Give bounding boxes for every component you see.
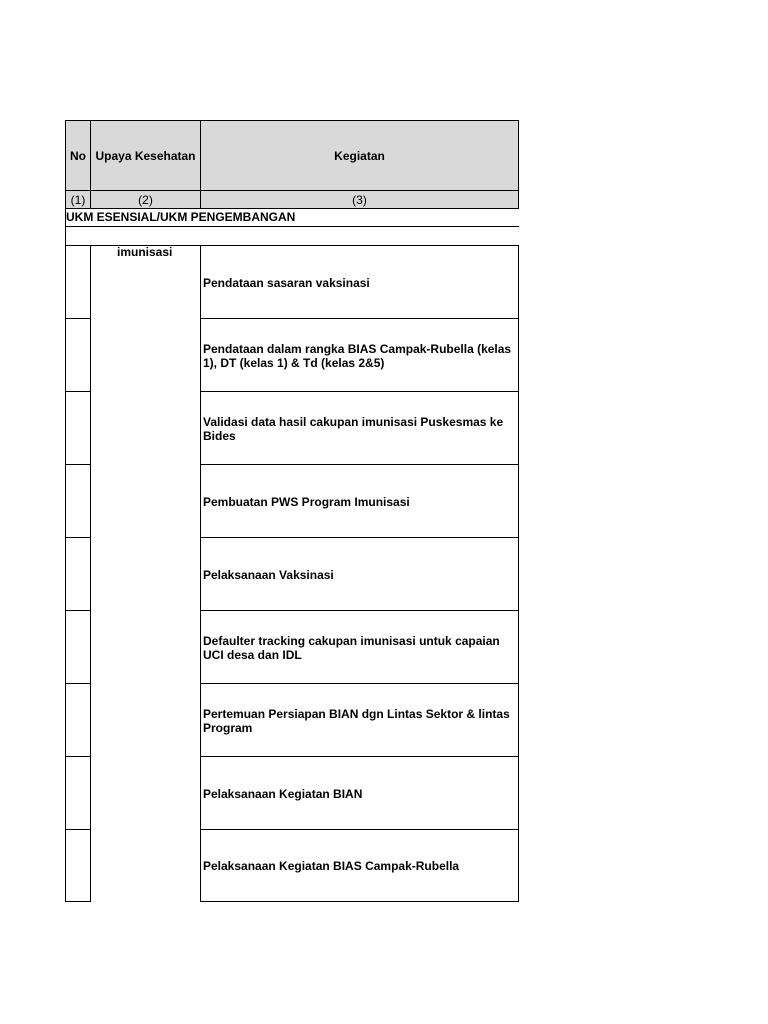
no-cell [65, 318, 91, 392]
no-cell [65, 610, 91, 684]
activity-text: Pertemuan Persiapan BIAN dgn Lintas Sektor & lintas Program [203, 706, 510, 735]
activity-text: Pendataan dalam rangka BIAS Campak-Rubella (kelas 1), DT (kelas 1) & Td (kelas 2&5) [203, 341, 512, 370]
activity-text: Defaulter tracking cakupan imunisasi untuk capaian UCI desa dan IDL [203, 633, 500, 662]
activity-text: Pembuatan PWS Program Imunisasi [203, 494, 410, 509]
header-kegiatan-label: Kegiatan [334, 148, 385, 163]
activity-text: Pelaksanaan Vaksinasi [203, 567, 334, 582]
header-kegiatan [200, 120, 519, 191]
no-cell [65, 245, 91, 319]
header-upaya-kesehatan [90, 120, 201, 191]
no-cell [65, 829, 91, 902]
numbering-col2 [90, 190, 201, 209]
activity-cell [200, 391, 519, 465]
activity-text: Pelaksanaan Kegiatan BIAN [203, 786, 363, 801]
no-cell [65, 683, 91, 757]
activity-cell [200, 245, 519, 319]
activity-cell [200, 829, 519, 902]
program-name: imunisasi [117, 245, 173, 259]
activity-text: Validasi data hasil cakupan imunisasi Puskesmas ke Bides [203, 414, 504, 443]
program-cell [90, 245, 201, 902]
activity-text: Pendataan sasaran vaksinasi [203, 275, 370, 290]
section-title: UKM ESENSIAL/UKM PENGEMBANGAN [66, 210, 296, 224]
section-title-row [65, 208, 519, 227]
header-no [65, 120, 91, 191]
header-upaya-label: Upaya Kesehatan [95, 148, 196, 163]
activity-text: Pelaksanaan Kegiatan BIAS Campak-Rubella [203, 858, 460, 873]
no-cell [65, 537, 91, 611]
activity-cell [200, 756, 519, 830]
activity-cell [200, 610, 519, 684]
activity-cell [200, 537, 519, 611]
activity-cell [200, 464, 519, 538]
activity-cell [200, 318, 519, 392]
activity-cell [200, 683, 519, 757]
section-left-border [65, 208, 66, 246]
numbering-col1-label: (1) [70, 192, 86, 207]
header-no-label: No [70, 148, 86, 163]
no-cell [65, 756, 91, 830]
numbering-col3 [200, 190, 519, 209]
no-cell [65, 391, 91, 465]
numbering-col1 [65, 190, 91, 209]
numbering-col3-label: (3) [352, 192, 367, 207]
numbering-col2-label: (2) [138, 192, 153, 207]
no-cell [65, 464, 91, 538]
